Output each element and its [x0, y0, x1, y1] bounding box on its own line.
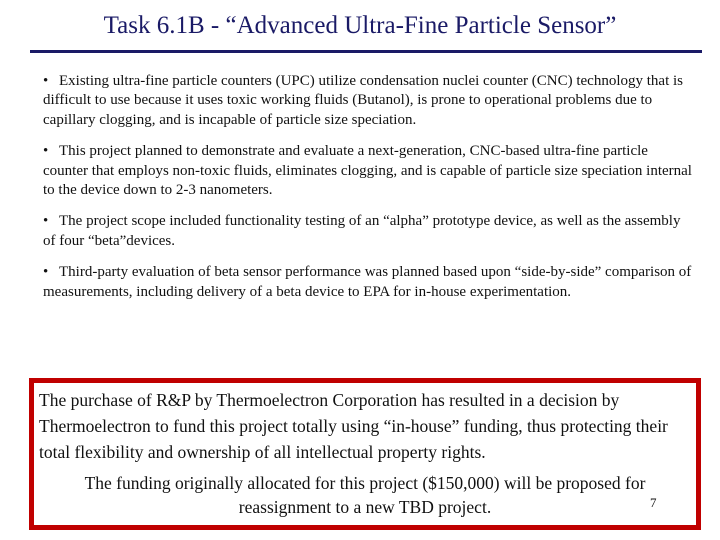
bullet-marker: • — [43, 73, 49, 89]
bullet-text: Existing ultra-fine particle counters (UPC) utilize condensation nuclei counter (CNC) technology that is difficult to use because it uses toxic working fluids (Butanol), is prone to operational problems due to capillary clogging, and is incapable of particle size speciation. — [43, 73, 684, 128]
bullet-marker: • — [43, 264, 49, 281]
notice-paragraph-funding: The funding originally allocated for this project ($150,000) will be proposed for reassignment to a new TBD project. — [84, 473, 646, 517]
bullet-item — [43, 142, 695, 200]
bullet-list — [43, 72, 695, 314]
bullet-marker: • — [43, 143, 49, 160]
title-divider — [30, 50, 702, 53]
notice-paragraph-acquisition: The purchase of R&P by Thermoelectron Corporation has resulted in a decision by Thermoelectron to fund this project totally using “in-house” funding, thus protecting their total flexibility and ownership of all intellectual property rights. — [39, 390, 668, 462]
bullet-item — [43, 263, 695, 302]
bullet-item — [43, 212, 695, 251]
bullet-text: This project planned to demonstrate and evaluate a next-generation, CNC-based ultra-fine particle counter that employs non-toxic fluids, eliminates clogging, and is capable of particle size speciation internal to the device down to 2-3 nanometers. — [43, 143, 692, 199]
bullet-item — [43, 72, 695, 130]
slide-title: Task 6.1B - “Advanced Ultra-Fine Particle Sensor” — [103, 12, 617, 39]
funding-notice-box — [29, 378, 701, 530]
bullet-text: The project scope included functionality testing of an “alpha” prototype device, as well as the assembly of four “beta”devices. — [43, 213, 681, 249]
bullet-text: Third-party evaluation of beta sensor performance was planned based upon “side-by-side” comparison of measurements, including delivery of a beta device to EPA for in-house experimentation. — [43, 264, 692, 300]
page-number: 7 — [650, 495, 657, 510]
bullet-marker: • — [43, 213, 49, 230]
